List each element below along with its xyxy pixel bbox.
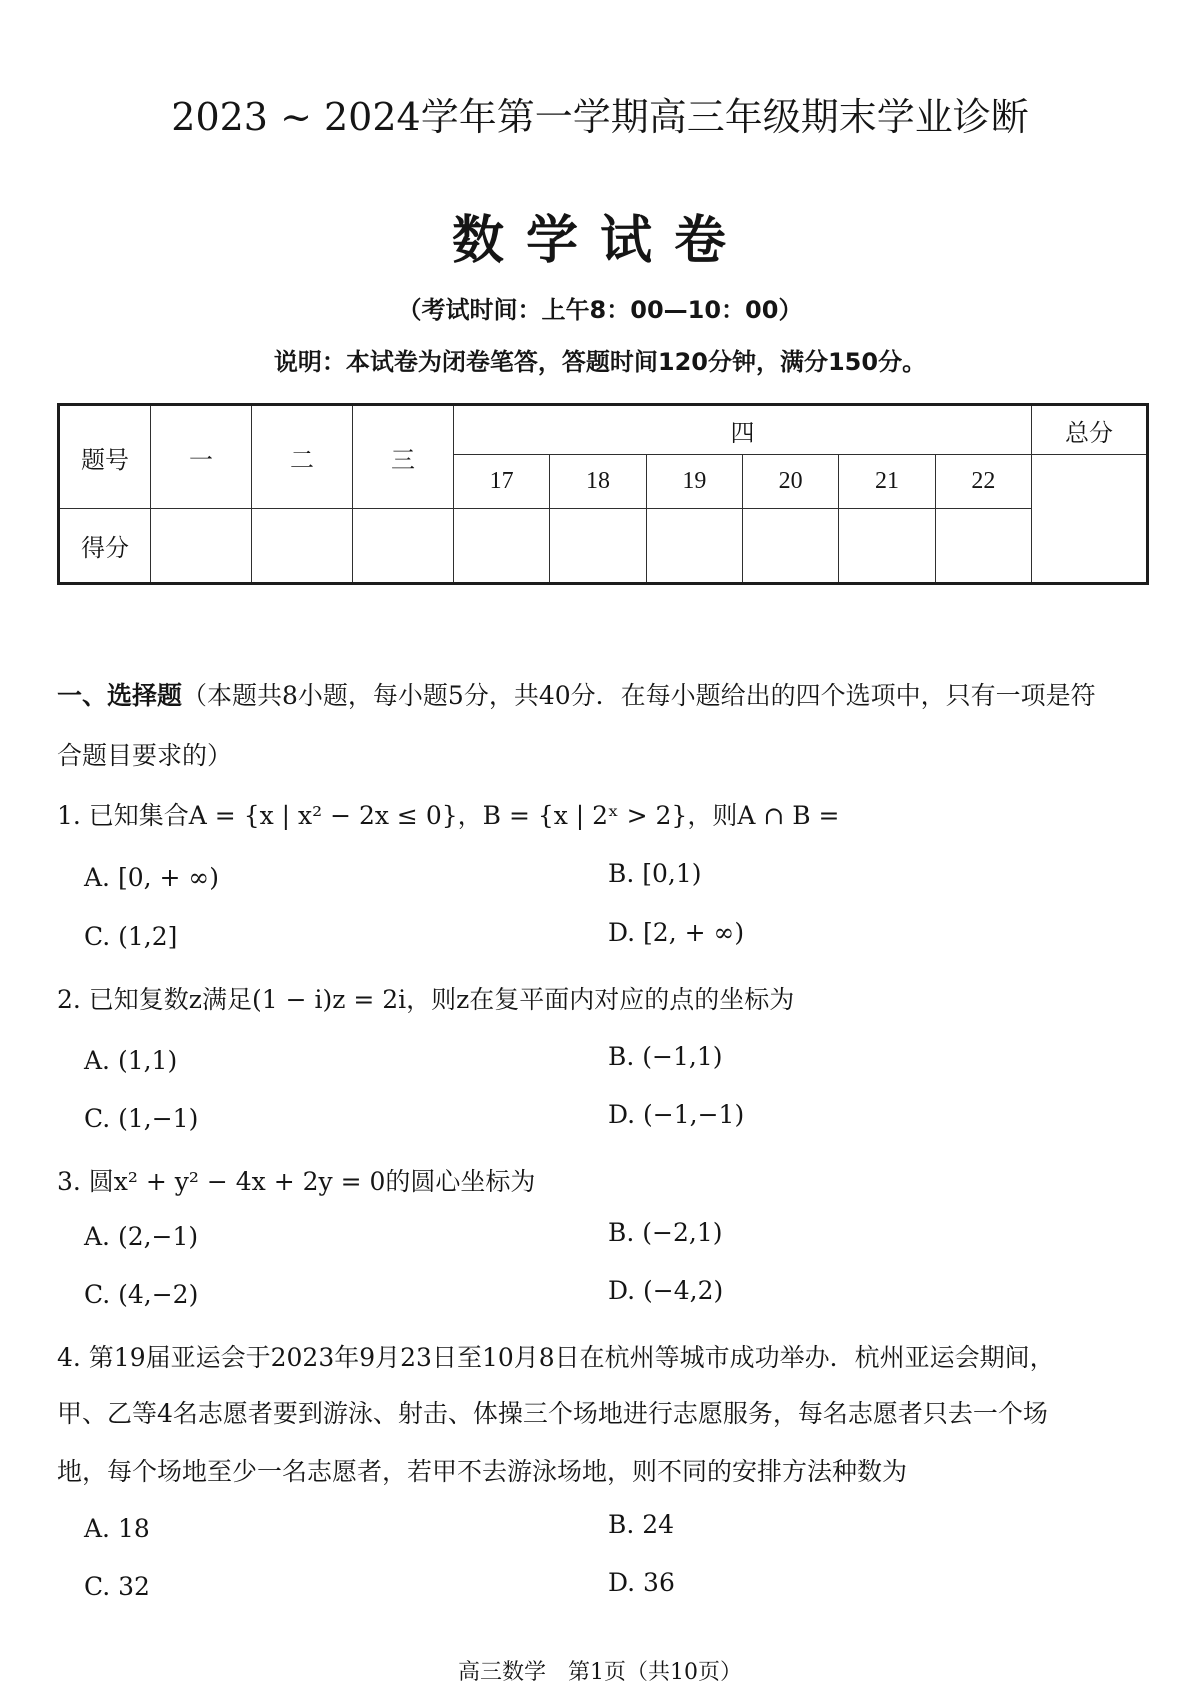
col-q20: 20: [742, 455, 838, 509]
q1-option-a: A. [0, + ∞): [84, 863, 219, 892]
row-label-score: 得分: [59, 509, 151, 584]
section-1-desc: （本题共8小题，每小题5分，共40分．在每小题给出的四个选项中，只有一项是符: [182, 681, 1096, 710]
q4-option-c: C. 32: [84, 1572, 150, 1601]
col-section-3: 三: [353, 405, 454, 509]
q3-option-c: C. (4,−2): [84, 1280, 199, 1309]
section-1-title: 一、选择题: [57, 681, 183, 710]
q4-option-d: D. 36: [608, 1568, 675, 1597]
subject-title: 数学试卷: [451, 210, 748, 271]
q3-option-b: B. (−2,1): [608, 1218, 723, 1247]
score-cell: [454, 509, 550, 584]
q2-option-a: A. (1,1): [84, 1046, 178, 1075]
question-4-stem: 4. 第19届亚运会于2023年9月23日至10月8日在杭州等城市成功举办．杭州亚运会期间，: [57, 1343, 1055, 1372]
col-total: 总分: [1032, 405, 1148, 455]
score-cell: [550, 509, 646, 584]
q3-option-a: A. (2,−1): [84, 1222, 199, 1251]
section-1-desc-cont: 合题目要求的）: [57, 741, 233, 770]
q3-option-d: D. (−4,2): [608, 1276, 724, 1305]
score-cell: [646, 509, 742, 584]
q2-option-b: B. (−1,1): [608, 1042, 723, 1071]
score-cell: [839, 509, 935, 584]
row-label-question-number: 题号: [59, 405, 151, 509]
col-q17: 17: [454, 455, 550, 509]
col-q21: 21: [839, 455, 935, 509]
q4-option-b: B. 24: [608, 1510, 675, 1539]
score-cell: [935, 509, 1031, 584]
question-2-stem: 2. 已知复数z满足(1 − i)z = 2i，则z在复平面内对应的点的坐标为: [57, 985, 795, 1014]
col-q18: 18: [550, 455, 646, 509]
score-cell: [151, 509, 252, 584]
q1-option-b: B. [0,1): [608, 859, 702, 888]
question-4-stem: 地，每个场地至少一名志愿者，若甲不去游泳场地，则不同的安排方法种数为: [57, 1457, 908, 1486]
q1-option-c: C. (1,2]: [84, 922, 178, 951]
col-section-4: 四: [454, 405, 1032, 455]
score-cell: [353, 509, 454, 584]
score-cell: [252, 509, 353, 584]
page-footer: 高三数学 第1页（共10页）: [458, 1660, 742, 1685]
q1-option-d: D. [2, + ∞): [608, 918, 745, 947]
q4-option-a: A. 18: [84, 1514, 150, 1543]
question-1-stem: 1. 已知集合A = {x | x² − 2x ≤ 0}，B = {x | 2ˣ > 2}，则A ∩ B =: [57, 801, 840, 830]
score-table: [57, 403, 1149, 585]
q2-option-c: C. (1,−1): [84, 1104, 199, 1133]
instructions: 说明：本试卷为闭卷笔答，答题时间120分钟，满分150分。: [273, 348, 927, 376]
section-1-heading: [57, 676, 1096, 712]
exam-time: （考试时间：上午8：00—10：00）: [397, 296, 803, 324]
exam-title: 2023 ~ 2024学年第一学期高三年级期末学业诊断: [171, 95, 1029, 139]
question-3-stem: 3. 圆x² + y² − 4x + 2y = 0的圆心坐标为: [57, 1167, 536, 1196]
q2-option-d: D. (−1,−1): [608, 1100, 745, 1129]
question-4-stem: 甲、乙等4名志愿者要到游泳、射击、体操三个场地进行志愿服务，每名志愿者只去一个场: [57, 1399, 1048, 1428]
col-q19: 19: [646, 455, 742, 509]
score-cell: [742, 509, 838, 584]
col-q22: 22: [935, 455, 1031, 509]
col-section-1: 一: [151, 405, 252, 509]
col-section-2: 二: [252, 405, 353, 509]
total-score-cell: [1032, 455, 1148, 584]
